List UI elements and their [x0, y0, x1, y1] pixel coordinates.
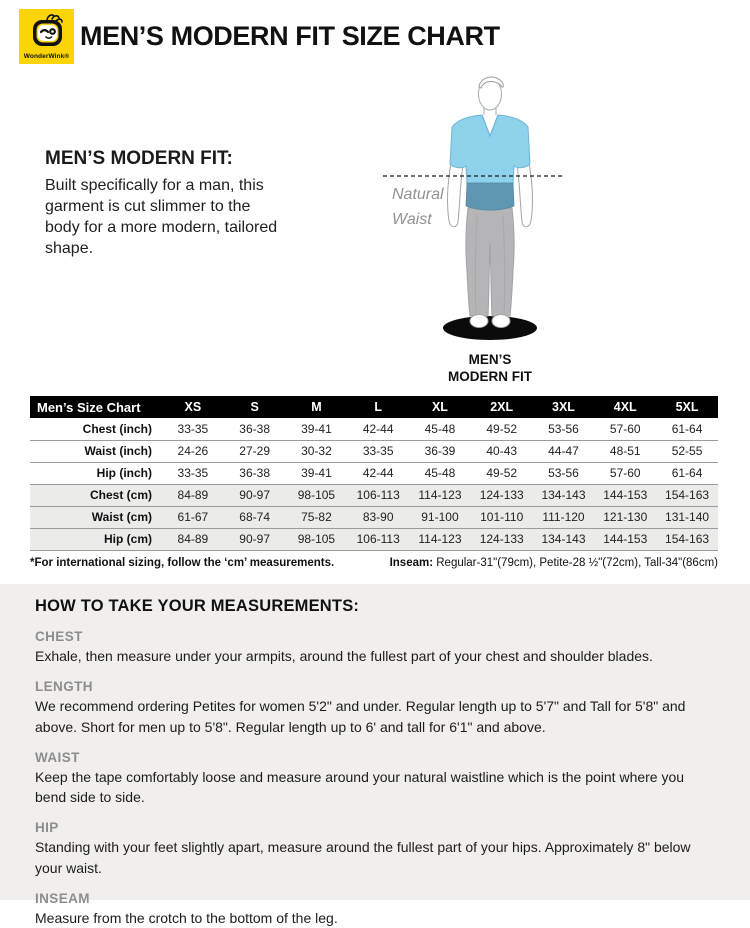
size-cell: 121-130	[603, 510, 648, 524]
wonderwink-logo	[19, 9, 74, 64]
size-cell: 61-67	[177, 510, 209, 524]
measurements-title: HOW TO TAKE YOUR MEASUREMENTS:	[35, 597, 360, 615]
size-table-row	[30, 484, 718, 506]
size-cell: 33-35	[362, 444, 394, 458]
measurement-body: We recommend ordering Petites for women 5'2" and under. Regular length up to 5'7" and Tall for 5'8" and above. Short for men up to 5'8". Regular length up to 6' and tall for 6'1" and above.	[35, 698, 686, 735]
size-cell: 84-89	[177, 532, 209, 546]
size-cell: 131-140	[665, 510, 710, 524]
size-cell: 36-38	[239, 421, 270, 436]
intro-block	[45, 148, 280, 259]
size-cell: 98-105	[297, 532, 336, 546]
size-cell: 134-143	[541, 488, 586, 502]
size-cell: 134-143	[541, 532, 586, 546]
size-cell: 114-123	[418, 488, 462, 502]
size-cell: 106-113	[356, 488, 400, 502]
size-row-label: Chest (cm)	[89, 488, 152, 502]
table-footnotes	[30, 557, 718, 569]
right-foot	[492, 315, 510, 328]
size-column-header: 3XL	[533, 396, 595, 418]
measurement-heading: INSEAM	[35, 891, 90, 907]
size-cell: 36-39	[424, 444, 456, 458]
size-column-header: S	[224, 396, 286, 418]
inseam-note-label: Inseam:	[389, 557, 434, 569]
size-cell: 84-89	[177, 488, 209, 502]
size-cell: 40-43	[486, 444, 518, 458]
page-title: MEN’S MODERN FIT SIZE CHART	[80, 21, 500, 51]
left-arm	[448, 163, 463, 227]
size-cell: 144-153	[603, 532, 648, 546]
size-cell: 44-47	[548, 444, 579, 458]
size-table-container	[30, 396, 718, 551]
size-cell: 124-133	[479, 488, 524, 502]
measurement-section	[35, 891, 715, 928]
natural-waist-label	[392, 183, 444, 233]
size-cell: 57-60	[609, 421, 641, 436]
measurement-body: Exhale, then measure under your armpits, around the fullest part of your chest and shoulder blades.	[35, 648, 653, 664]
size-table-head-row	[30, 396, 718, 418]
size-cell: 91-100	[421, 510, 459, 524]
size-cell: 33-35	[177, 421, 209, 436]
size-column-header: 2XL	[471, 396, 533, 418]
size-column-header: L	[347, 396, 409, 418]
scrub-waistband	[466, 183, 514, 210]
size-cell: 33-35	[177, 466, 209, 480]
size-table-row	[30, 440, 718, 462]
pants	[466, 208, 514, 316]
size-table-row	[30, 506, 718, 528]
size-cell: 61-64	[671, 421, 703, 436]
size-cell: 124-133	[479, 532, 524, 546]
size-cell: 53-56	[548, 466, 579, 480]
size-cell: 98-105	[297, 488, 336, 502]
size-cell: 42-44	[362, 421, 394, 436]
measurement-section	[35, 679, 715, 737]
natural-waist-label-line1: Natural	[392, 186, 444, 203]
size-cell: 144-153	[603, 488, 648, 502]
size-table-row	[30, 462, 718, 484]
size-row-label: Hip (inch)	[96, 466, 152, 480]
floor-shadow	[443, 316, 537, 340]
size-cell: 111-120	[542, 510, 585, 524]
size-cell: 154-163	[665, 488, 710, 502]
measurement-body: Measure from the crotch to the bottom of the leg.	[35, 910, 338, 927]
size-cell: 42-44	[362, 466, 394, 480]
size-cell: 75-82	[301, 510, 332, 524]
size-column-header: XS	[162, 396, 224, 418]
size-row-label: Hip (cm)	[104, 532, 152, 546]
size-cell: 90-97	[239, 532, 270, 546]
size-cell: 49-52	[486, 466, 518, 480]
left-foot	[470, 315, 488, 328]
mens-size-table	[30, 396, 718, 551]
size-table-title: Men’s Size Chart	[30, 396, 162, 418]
size-cell: 52-55	[671, 444, 703, 458]
size-cell: 57-60	[609, 466, 641, 480]
measurements-section	[0, 584, 750, 927]
inseam-note	[390, 557, 718, 569]
size-cell: 53-56	[548, 421, 579, 436]
logo-wordmark: WonderWink®	[23, 53, 70, 60]
size-column-header: 5XL	[656, 396, 718, 418]
size-cell: 68-74	[239, 510, 270, 524]
size-cell: 61-64	[671, 466, 703, 480]
intro-heading: MEN’S MODERN FIT:	[45, 148, 233, 169]
right-arm	[517, 163, 532, 227]
figure-caption-line2: MODERN FIT	[448, 368, 532, 384]
measurement-section	[35, 629, 715, 666]
size-cell: 49-52	[486, 421, 518, 436]
size-column-header: XL	[409, 396, 471, 418]
size-cell: 30-32	[301, 444, 332, 458]
size-table-row	[30, 418, 718, 440]
measurement-sections	[35, 629, 715, 928]
international-sizing-note: *For international sizing, follow the ‘cm’ measurements.	[30, 557, 335, 569]
measurement-section	[35, 820, 715, 878]
measurement-heading: WAIST	[35, 749, 80, 765]
size-cell: 39-41	[301, 421, 332, 436]
measurement-heading: LENGTH	[35, 679, 93, 695]
size-cell: 48-51	[609, 444, 641, 458]
size-column-header: 4XL	[594, 396, 656, 418]
size-table-body	[30, 418, 718, 550]
figure-caption-line1: MEN’S	[468, 352, 512, 367]
size-row-label: Waist (cm)	[91, 510, 152, 524]
size-cell: 39-41	[301, 466, 332, 480]
measurement-body: Standing with your feet slightly apart, measure around the fullest part of your hips. Approximately 8" below your waist.	[35, 839, 691, 876]
size-row-label: Chest (inch)	[82, 421, 152, 436]
measurement-body: Keep the tape comfortably loose and measure around your natural waistline which is the point where you bend side to side.	[35, 768, 685, 806]
natural-waist-label-line2: Waist	[392, 210, 432, 228]
size-cell: 45-48	[424, 466, 456, 480]
wonderwink-owl-icon	[27, 14, 67, 52]
size-table-row	[30, 528, 718, 550]
size-cell: 114-123	[418, 532, 462, 546]
size-cell: 101-110	[480, 510, 524, 524]
figure-caption	[380, 352, 600, 386]
measurement-heading: CHEST	[35, 629, 83, 644]
size-cell: 90-97	[239, 488, 270, 502]
measurement-heading: HIP	[35, 820, 59, 836]
size-cell: 45-48	[424, 421, 456, 436]
inseam-note-text: Regular-31"(79cm), Petite-28 ½"(72cm), Tall-34"(86cm)	[433, 557, 718, 569]
size-cell: 27-29	[239, 444, 270, 458]
size-cell: 154-163	[665, 532, 710, 546]
size-row-label: Waist (inch)	[84, 444, 152, 458]
intro-body: Built specifically for a man, this garment is cut slimmer to the body for a more modern, tailored shape.	[45, 177, 278, 258]
size-cell: 36-38	[239, 466, 270, 480]
size-column-header: M	[286, 396, 348, 418]
size-cell: 24-26	[177, 444, 209, 458]
size-cell: 106-113	[356, 532, 400, 546]
measurement-section	[35, 750, 715, 808]
size-cell: 83-90	[362, 510, 394, 524]
